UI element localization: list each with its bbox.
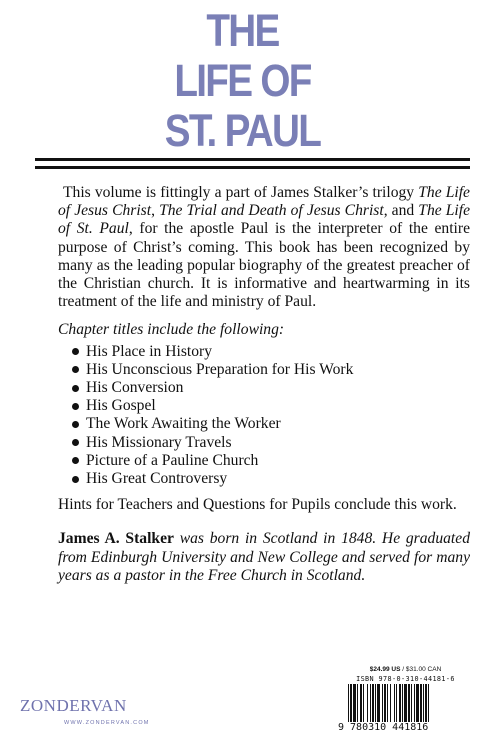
price-label: [338, 666, 473, 673]
chapter-title: His Place in History: [86, 342, 213, 360]
publisher-logo: [20, 696, 170, 726]
separator: ,: [151, 202, 160, 220]
list-item: [70, 470, 470, 488]
price-can: / $31.00 CAN: [400, 666, 442, 673]
bullet-icon: [72, 439, 79, 446]
barcode-digits: 9 780310 441816: [338, 722, 429, 733]
publisher-name: ZONDERVAN: [20, 696, 127, 715]
chapters-intro: Chapter titles include the following:: [58, 321, 285, 339]
bullet-icon: [72, 457, 79, 464]
title-line: LIFE OF: [174, 55, 311, 106]
list-item: [70, 434, 470, 452]
hints-paragraph: Hints for Teachers and Questions for Pupils conclude this work.: [58, 496, 457, 514]
bullet-icon: [72, 348, 79, 355]
barcode-icon: [340, 684, 471, 722]
chapter-title: His Gospel: [86, 397, 156, 415]
list-item: [70, 452, 470, 470]
divider-rule-bottom: [35, 166, 470, 169]
author-bio-text: was born in Scotland in 1848. He graduated from Edinburgh University and New College and served for many years as a pastor in the Free Church in Scotland.: [58, 530, 470, 584]
list-item: [70, 361, 470, 379]
list-item: [70, 415, 470, 433]
divider-rule-top: [35, 158, 470, 161]
bullet-icon: [72, 403, 79, 410]
bullet-icon: [72, 421, 79, 428]
bullet-icon: [72, 366, 79, 373]
bullet-icon: [72, 385, 79, 392]
description-text: , for the apostle Paul is the interpreter of the entire purpose of Christ’s coming. This book has been recognized by many as the leading popular biography of the greatest preacher of the Christian church. It is informative and heartwarming in its treatment of the life and ministry of Paul.: [58, 220, 471, 311]
work-title: The Life of St. Paul: [58, 202, 471, 238]
isbn-label: ISBN 978-0-310-44181-6: [356, 675, 455, 683]
title-line: ST. PAUL: [164, 105, 321, 156]
price-us: $24.99 US: [369, 666, 401, 673]
chapter-title: The Work Awaiting the Worker: [86, 415, 281, 433]
author-name: James A. Stalker: [58, 530, 174, 548]
list-item: [70, 343, 470, 361]
list-item: [70, 397, 470, 415]
chapter-title: His Conversion: [86, 379, 184, 397]
chapter-title: Picture of a Pauline Church: [86, 451, 259, 469]
publisher-url: WWW.ZONDERVAN.COM: [64, 720, 150, 726]
chapter-title: His Unconscious Preparation for His Work: [86, 360, 354, 378]
back-cover-text: [58, 184, 470, 585]
chapter-title: His Missionary Travels: [86, 433, 232, 451]
description-paragraph: [58, 184, 470, 311]
work-title: The Trial and Death of Jesus Christ: [159, 202, 384, 220]
chapter-list: [70, 343, 470, 489]
description-text: This volume is fittingly a part of James Stalker’s trilogy: [63, 184, 415, 201]
list-item: [70, 379, 470, 397]
title-line: THE: [206, 5, 279, 56]
book-title: [34, 6, 451, 156]
separator: , and: [383, 202, 415, 220]
barcode-block: [338, 666, 473, 739]
chapter-title: His Great Controversy: [86, 470, 228, 488]
author-bio: [58, 530, 470, 585]
bullet-icon: [72, 476, 79, 483]
work-title: The Life of Jesus Christ: [58, 184, 470, 220]
